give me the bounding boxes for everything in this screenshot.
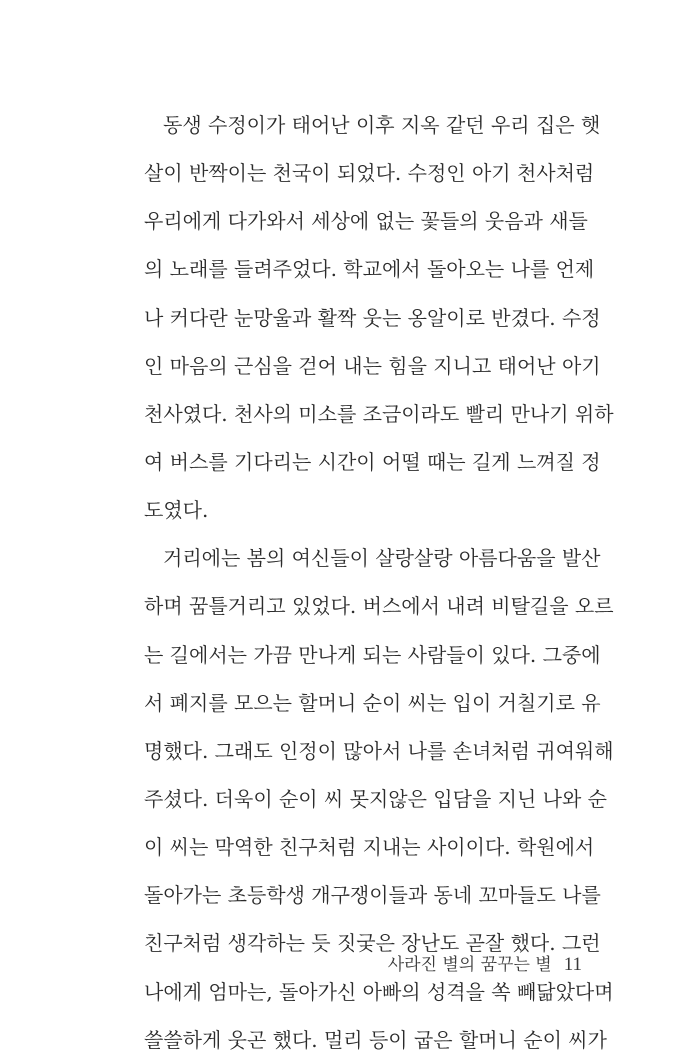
book-title: 사라진 별의 꿈꾸는 별 [387,955,552,975]
text-line: 동생 수정이가 태어난 이후 지옥 같던 우리 집은 햇 [163,113,601,137]
text-line: 의 노래를 들려주었다. 학교에서 돌아오는 나를 언제 [144,257,595,282]
page-number: 11 [563,954,582,975]
text-line: 는 길에서는 가끔 만나게 되는 사람들이 있다. 그중에 [144,642,601,667]
text-line: 명했다. 그래도 인정이 많아서 나를 손녀처럼 귀여워해 [144,738,614,763]
text-line: 도였다. [144,498,209,523]
text-line: 나 커다란 눈망울과 활짝 웃는 옹알이로 반겼다. 수정 [144,305,601,330]
body-text [144,101,614,1064]
running-footer [388,950,582,976]
text-line: 하며 꿈틀거리고 있었다. 버스에서 내려 비탈길을 오르 [144,594,614,619]
text-line: 서 폐지를 모으는 할머니 순이 씨는 입이 거칠기로 유 [144,690,601,715]
text-line: 나에게 엄마는, 돌아가신 아빠의 성격을 쏙 빼닮았다며 [144,979,614,1004]
text-line: 쓸쓸하게 웃곤 했다. 멀리 등이 굽은 할머니 순이 씨가 [144,1027,607,1052]
text-line: 천사였다. 천사의 미소를 조금이라도 빨리 만나기 위하 [144,401,614,426]
text-line: 인 마음의 근심을 걷어 내는 힘을 지니고 태어난 아기 [144,353,601,378]
text-line: 돌아가는 초등학생 개구쟁이들과 동네 꼬마들도 나를 [144,883,601,908]
text-line: 우리에게 다가와서 세상에 없는 꽃들의 웃음과 새들 [144,209,588,234]
text-line: 여 버스를 기다리는 시간이 어떨 때는 길게 느껴질 정 [144,449,601,474]
text-line: 주셨다. 더욱이 순이 씨 못지않은 입담을 지닌 나와 순 [144,786,607,811]
text-line: 살이 반짝이는 천국이 되었다. 수정인 아기 천사처럼 [144,161,595,186]
text-line: 친구처럼 생각하는 듯 짓궂은 장난도 곧잘 했다. 그런 [144,931,601,956]
text-line: 거리에는 봄의 여신들이 살랑살랑 아름다움을 발산 [163,546,601,571]
text-line: 이 씨는 막역한 친구처럼 지내는 사이이다. 학원에서 [144,835,595,860]
